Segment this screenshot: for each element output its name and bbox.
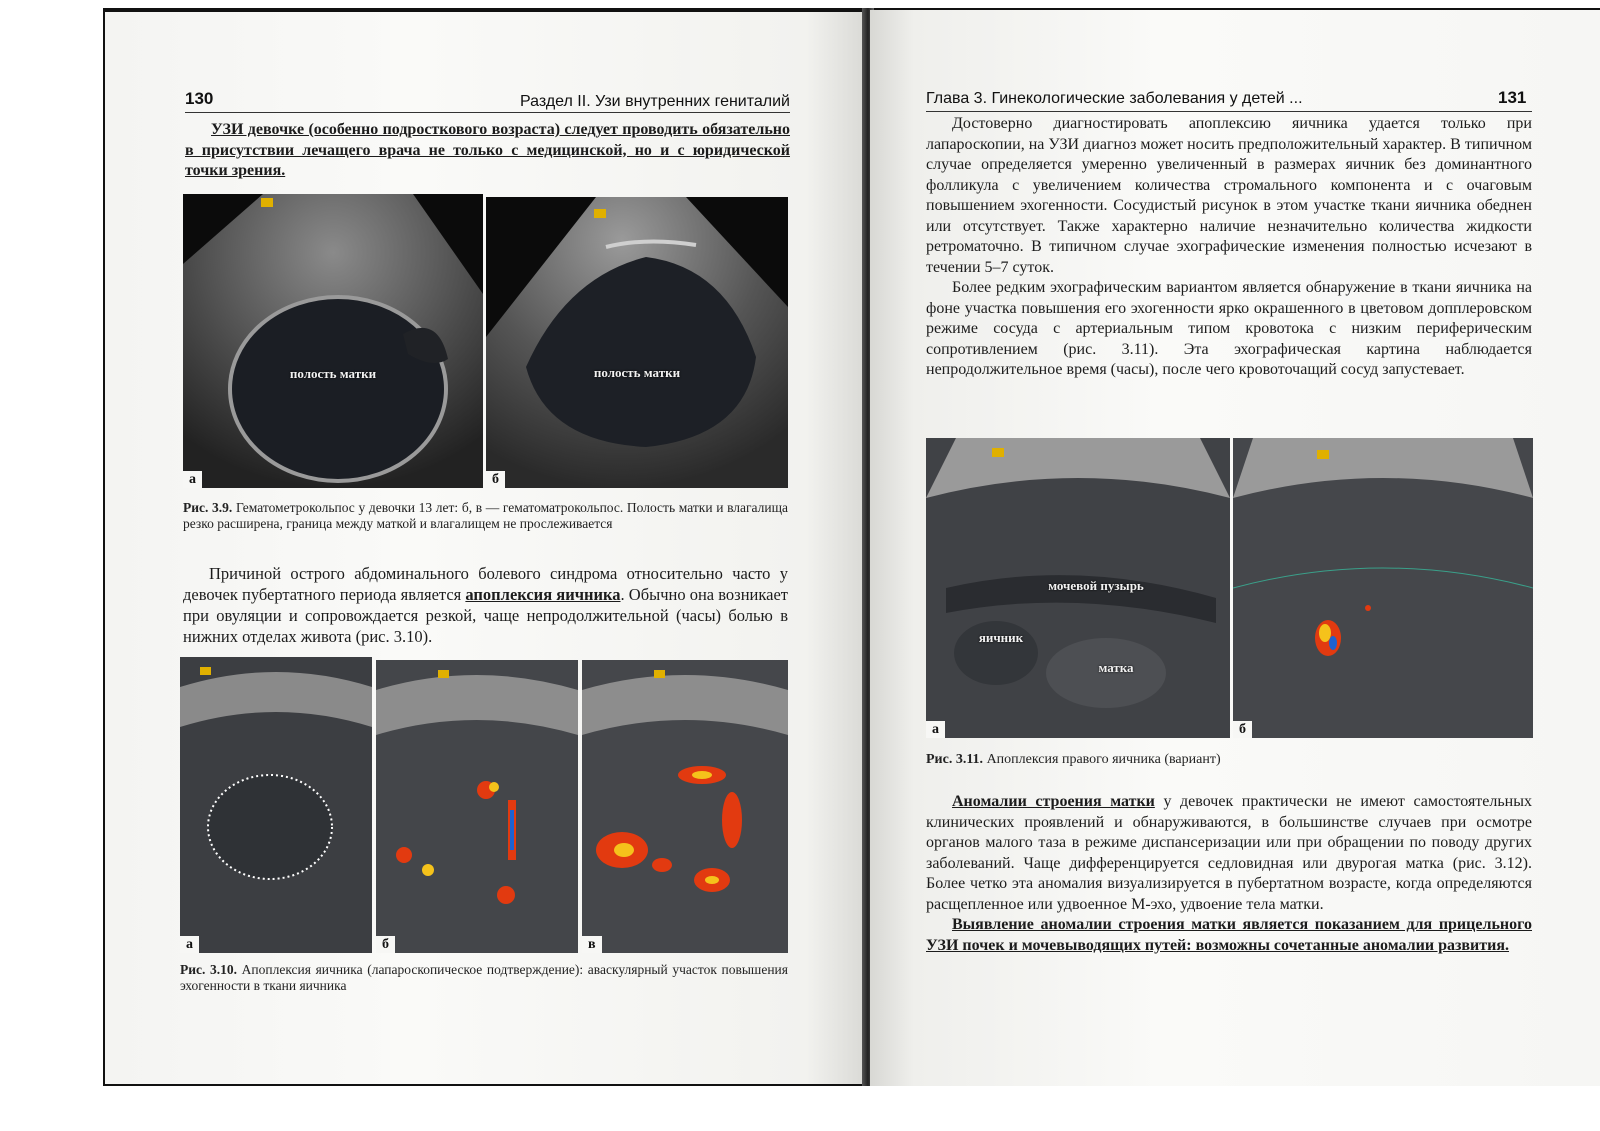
paragraph-apoplexy-intro <box>183 563 788 647</box>
para-1-end: . Обычно она возникает при овуляции и сопровождается резкой, чаще непродолжительной (часы) болью в нижних отделах живота (рис. 3.10). <box>183 585 788 646</box>
fig-3-9-b-label: полость матки <box>593 365 681 380</box>
right-para-3-bold: Аномалии строения матки <box>952 793 1155 810</box>
fig-3-10-panel-a <box>180 657 372 953</box>
page-number-right: 131 <box>1498 88 1527 107</box>
fig-3-10-b-letter: б <box>376 936 395 953</box>
fig-3-10-a-letter: а <box>180 936 199 953</box>
fig-3-9-caption <box>183 500 788 531</box>
intro-bold-text: УЗИ девочке (особенно подросткового возраста) следует проводить обязательно в присутствии лечащего врача не только с медицинской, но и с юридической точки зрения. <box>185 121 790 179</box>
fig-3-11-panel-a <box>926 438 1230 738</box>
fig-3-9-a-letter: а <box>183 471 202 488</box>
right-para-1: Достоверно диагностировать апоплексию яичника удается только при лапароскопии, на УЗИ диагноз может носить предположительный характер. В типичном случае определяется умеренно увеличенный в размерах яичник без доминантного фолликула с увеличением количества стромального компонента и с очаговым повышением эхогенности. Сосудистый рисунок в этом участке ткани яичника обеднен или отсутствует. Также характерно наличие незначительно количества жидкости ретроматочно. В типичном случае эхографические изменения полностью исчезают в течении 5–7 суток. <box>926 115 1532 276</box>
fig-3-11-panel-b <box>1233 438 1533 738</box>
fig-3-11-uterus-label: матка <box>1098 660 1134 675</box>
right-text-block-1 <box>926 114 1532 381</box>
ultrasound-image-3-10-a <box>180 657 372 953</box>
ultrasound-image-3-11-b <box>1233 438 1533 738</box>
fig-3-10-c-letter: в <box>582 936 602 953</box>
fig-3-11-a-letter: а <box>926 721 945 738</box>
right-para-3-rest: у девочек практически не имеют самостоятельных клинических проявлений и обнаруживаются, в большинстве случаев при осмотре органов малого таза в режиме диспансеризации или при обращении по поводу других заболеваний. Чаще дифференцируется седловидная или двурогая матка (рис. 3.12). Более четко эта аномалия визуализируется в пубертатном возрасте, когда определяются расщепленное или удвоенное М-эхо, удвоение тела матки. <box>926 793 1532 913</box>
right-para-4-bold: Выявление аномалии строения матки является показанием для прицельного УЗИ почек и мочевыводящих путей: возможны сочетанные аномалии развития. <box>926 916 1532 954</box>
para-1-bold: апоплексия яичника <box>465 585 621 604</box>
fig-3-9-caption-text: Гематометрокольпос у девочки 13 лет: б, в — гематоматрокольпос. Полость матки и влагалища резко расширена, граница между маткой и влагалищем не прослеживается <box>183 500 789 531</box>
running-head-right: Глава 3. Гинекологические заболевания у детей ... <box>926 90 1303 107</box>
right-para-2: Более редким эхографическим вариантом является обнаружение в ткани яичника на фоне участка повышения его эхогенности ярко окрашенного в цветовом допплеровском режиме сосуда с артериальным типом кровотока с низким периферическим сопротивлением (рис. 3.11). Эта эхографическая картина наблюдается непродолжительное время (часы), после чего кровоточащий сосуд запустевает. <box>926 279 1532 378</box>
ultrasound-image-3-10-c <box>582 660 788 953</box>
intro-warning <box>185 120 790 182</box>
fig-3-11-caption-title: Рис. 3.11. <box>926 752 984 767</box>
fig-3-9-panel-b <box>486 197 788 488</box>
running-head-left: Раздел II. Узи внутренних гениталий <box>519 93 790 110</box>
fig-3-11-bladder-label: мочевой пузырь <box>1048 578 1144 593</box>
fig-3-10-caption-title: Рис. 3.10. <box>180 962 238 977</box>
para-1-start: Причиной острого абдоминального болевого синдрома относительно часто у девочек пубертатного периода является <box>183 564 788 604</box>
fig-3-10-panel-b <box>376 660 578 953</box>
ultrasound-image-a <box>183 194 483 488</box>
right-page <box>870 10 1600 1086</box>
fig-3-9-a-label: полость матки <box>289 366 377 381</box>
fig-3-9-b-letter: б <box>486 471 505 488</box>
right-text-block-2 <box>926 792 1532 956</box>
fig-3-10-panel-c <box>582 660 788 953</box>
fig-3-9-panel-a <box>183 194 483 488</box>
ultrasound-image-b <box>486 197 788 488</box>
fig-3-11-b-letter: б <box>1233 721 1252 738</box>
page-number-left: 130 <box>185 89 214 108</box>
fig-3-11-ovary-label: яичник <box>978 630 1024 645</box>
left-page <box>105 12 867 1084</box>
header-rule-right <box>926 111 1532 112</box>
ultrasound-image-3-10-b <box>376 660 578 953</box>
fig-3-11-caption-text: Апоплексия правого яичника (вариант) <box>986 752 1221 767</box>
fig-3-10-caption-text: Апоплексия яичника (лапароскопическое подтверждение): аваскулярный участок повышения эхогенности в ткани яичника <box>180 962 788 993</box>
header-rule-left <box>185 112 790 113</box>
fig-3-10-caption <box>180 962 788 993</box>
fig-3-11-caption <box>926 752 1532 768</box>
fig-3-9-caption-title: Рис. 3.9. <box>183 500 233 515</box>
